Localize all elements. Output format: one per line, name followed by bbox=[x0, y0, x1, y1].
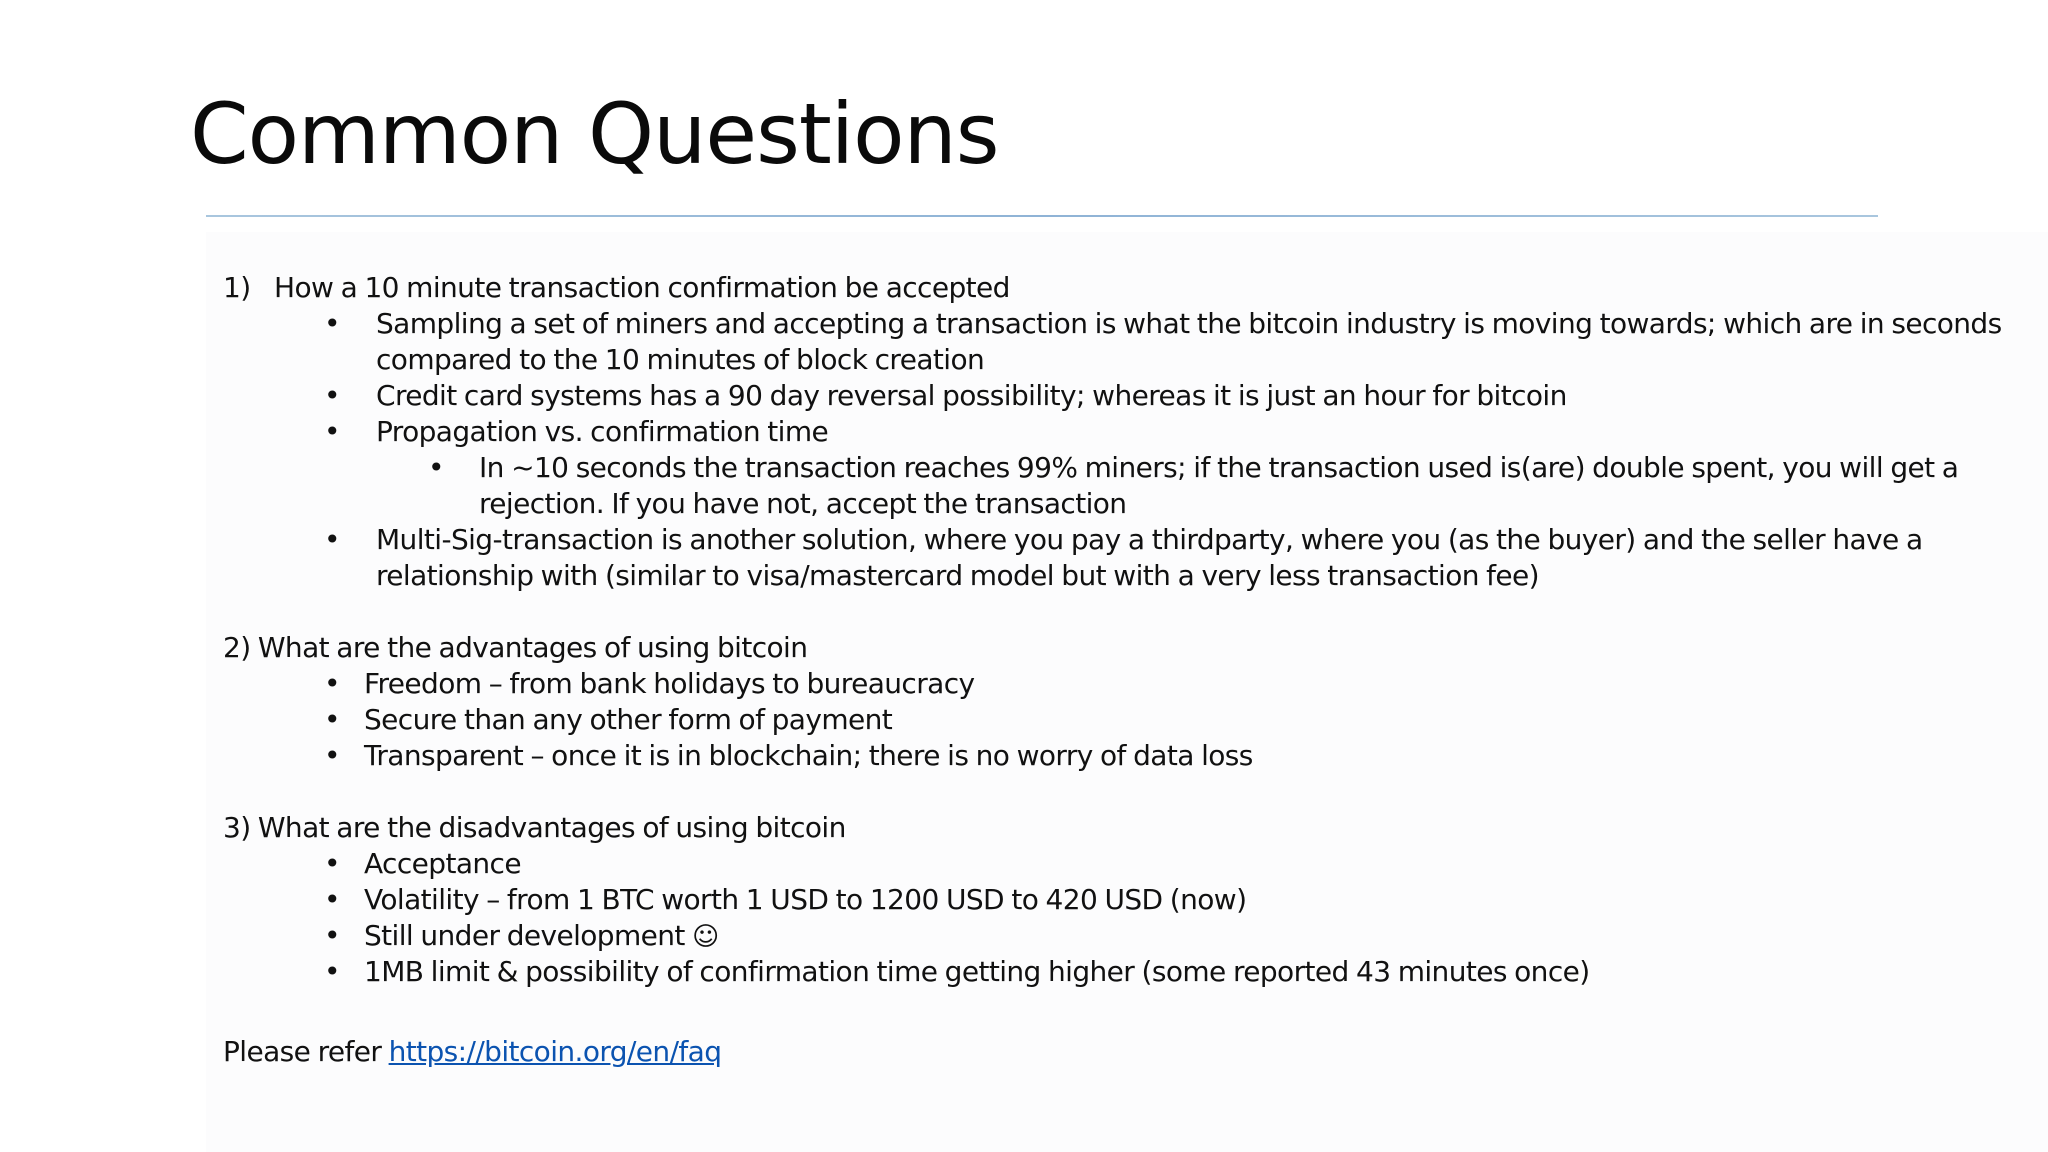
question-2 bbox=[223, 630, 2002, 666]
bullet-text: Still under development bbox=[364, 919, 685, 952]
question-3 bbox=[223, 810, 2002, 846]
bullet-icon: • bbox=[324, 919, 340, 952]
bullet-icon: • bbox=[324, 379, 340, 412]
list-item bbox=[223, 846, 2002, 882]
bullet-icon: • bbox=[324, 415, 340, 448]
bullet-text: Volatility – from 1 BTC worth 1 USD to 1200 USD to 420 USD (now) bbox=[364, 883, 1247, 916]
question-1-text: How a 10 minute transaction confirmation be accepted bbox=[274, 271, 1010, 304]
footer-prefix: Please refer bbox=[223, 1035, 389, 1068]
footer-reference bbox=[223, 1034, 2002, 1070]
bullet-text: Credit card systems has a 90 day reversal possibility; whereas it is just an hour for bitcoin bbox=[376, 379, 1567, 412]
question-2-text: 2) What are the advantages of using bitcoin bbox=[223, 631, 808, 664]
bullet-text: 1MB limit & possibility of confirmation time getting higher (some reported 43 minutes once) bbox=[364, 955, 1590, 988]
bullet-icon: • bbox=[324, 523, 340, 556]
list-item bbox=[223, 522, 2002, 558]
faq-link[interactable]: https://bitcoin.org/en/faq bbox=[388, 1035, 722, 1068]
bullet-icon: • bbox=[324, 667, 340, 700]
list-item bbox=[223, 918, 2002, 954]
bullet-text: Secure than any other form of payment bbox=[364, 703, 893, 736]
bullet-text: Freedom – from bank holidays to bureaucracy bbox=[364, 667, 975, 700]
sub-list-item-continuation bbox=[223, 486, 2002, 522]
bullet-icon: • bbox=[324, 955, 340, 988]
list-item-continuation bbox=[223, 342, 2002, 378]
bullet-icon: • bbox=[324, 307, 340, 340]
bullet-text: compared to the 10 minutes of block creation bbox=[376, 343, 985, 376]
bullet-icon: • bbox=[324, 739, 340, 772]
bullet-text: Acceptance bbox=[364, 847, 521, 880]
smiley-icon: ☺ bbox=[692, 922, 719, 952]
bullet-icon: • bbox=[428, 451, 444, 484]
list-item bbox=[223, 882, 2002, 918]
spacer bbox=[223, 594, 2002, 630]
list-item bbox=[223, 954, 2002, 990]
bullet-icon: • bbox=[324, 883, 340, 916]
list-item bbox=[223, 306, 2002, 342]
bullet-icon: • bbox=[324, 847, 340, 880]
bullet-text: relationship with (similar to visa/mastercard model but with a very less transaction fee) bbox=[376, 559, 1540, 592]
bullet-text: In ~10 seconds the transaction reaches 99% miners; if the transaction used is(are) double spent, you will get a bbox=[479, 451, 1959, 484]
list-item bbox=[223, 702, 2002, 738]
question-1 bbox=[223, 270, 2002, 306]
question-1-number: 1) bbox=[223, 271, 251, 304]
question-3-text: 3) What are the disadvantages of using bitcoin bbox=[223, 811, 846, 844]
spacer bbox=[223, 774, 2002, 810]
sub-list-item bbox=[223, 450, 2002, 486]
list-item-continuation bbox=[223, 558, 2002, 594]
bullet-text: Transparent – once it is in blockchain; there is no worry of data loss bbox=[364, 739, 1253, 772]
bullet-icon: • bbox=[324, 703, 340, 736]
slide-content bbox=[223, 270, 2002, 1070]
list-item bbox=[223, 666, 2002, 702]
bullet-text: rejection. If you have not, accept the transaction bbox=[479, 487, 1127, 520]
slide-title: Common Questions bbox=[190, 85, 999, 183]
spacer bbox=[223, 990, 2002, 1034]
bullet-text: Propagation vs. confirmation time bbox=[376, 415, 829, 448]
list-item bbox=[223, 738, 2002, 774]
list-item bbox=[223, 378, 2002, 414]
list-item bbox=[223, 414, 2002, 450]
bullet-text: Multi-Sig-transaction is another solution, where you pay a thirdparty, where you (as the buyer) and the seller have a bbox=[376, 523, 1923, 556]
bullet-text: Sampling a set of miners and accepting a transaction is what the bitcoin industry is moving towards; which are in seconds bbox=[376, 307, 2002, 340]
title-divider bbox=[206, 215, 1878, 217]
